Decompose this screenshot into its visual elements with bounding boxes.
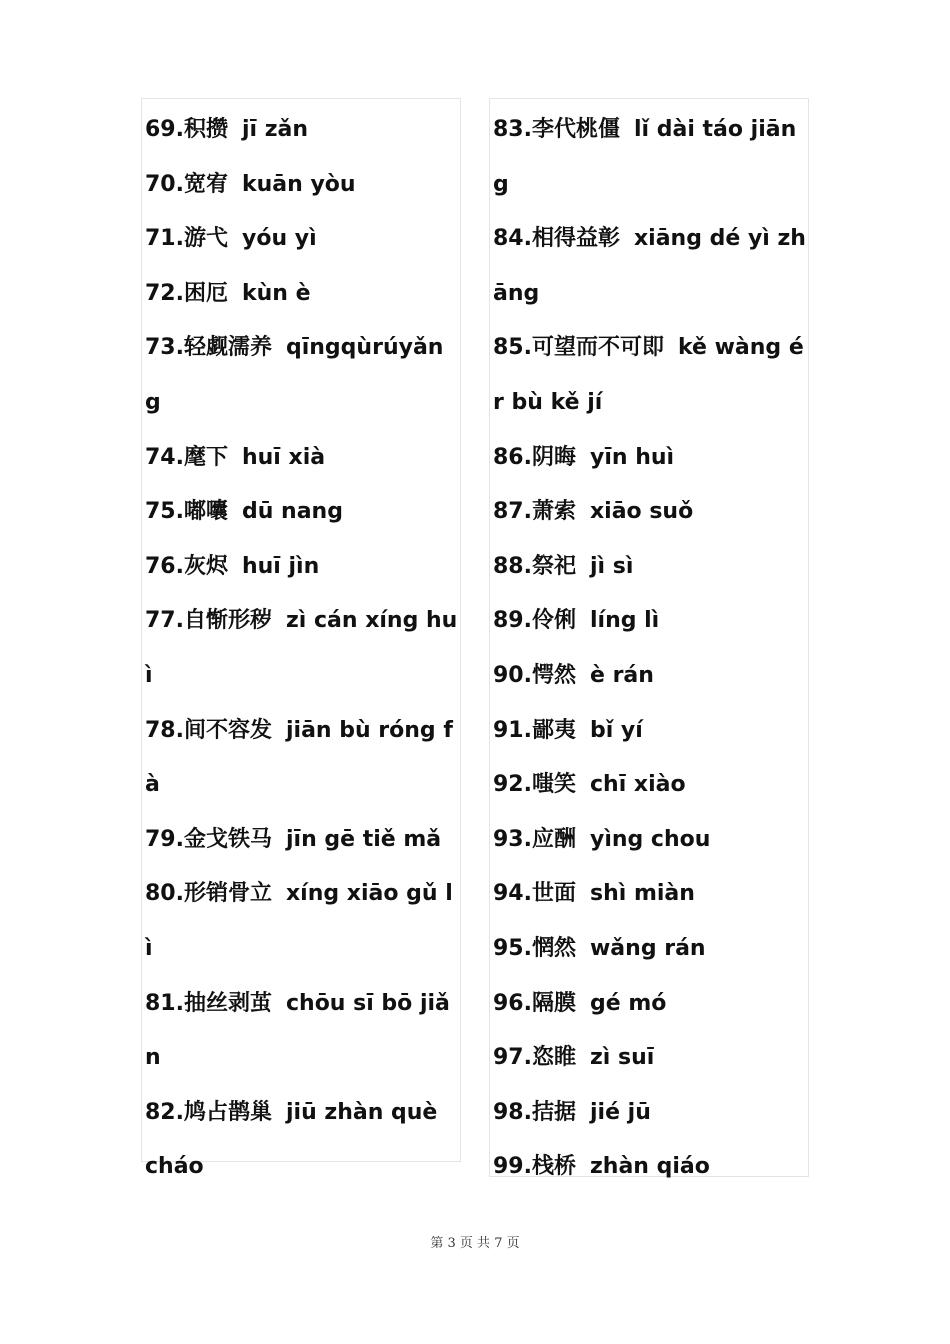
vocab-pinyin: jié jū bbox=[589, 1099, 651, 1125]
vocab-pinyin: jiān bù róng fà bbox=[145, 717, 453, 798]
vocab-word: 94.世面 bbox=[493, 881, 576, 907]
vocab-pinyin: è rán bbox=[589, 662, 654, 688]
vocab-word: 74.麾下 bbox=[145, 444, 228, 470]
vocab-word: 85.可望而不可即 bbox=[493, 335, 664, 361]
vocab-entry-73 bbox=[145, 321, 458, 430]
vocab-pinyin: zhàn qiáo bbox=[589, 1154, 710, 1180]
vocab-entry-96 bbox=[493, 977, 806, 1032]
vocab-word: 92.嗤笑 bbox=[493, 772, 576, 798]
vocab-pinyin: xiāo suǒ bbox=[589, 499, 694, 525]
vocab-word: 71.游弋 bbox=[145, 226, 228, 252]
vocab-entry-82 bbox=[145, 1086, 458, 1195]
vocab-word: 82.鸠占鹊巢 bbox=[145, 1099, 272, 1125]
vocab-entry-70 bbox=[145, 158, 458, 213]
vocab-pinyin: kùn è bbox=[241, 280, 311, 306]
vocab-entry-71 bbox=[145, 212, 458, 267]
vocab-entry-86 bbox=[493, 431, 806, 486]
vocab-word: 73.轻觑濡养 bbox=[145, 335, 272, 361]
vocab-word: 77.自惭形秽 bbox=[145, 608, 272, 634]
vocab-entry-92 bbox=[493, 758, 806, 813]
vocab-word: 89.伶俐 bbox=[493, 608, 576, 634]
vocab-pinyin: xíng xiāo gǔ lì bbox=[145, 881, 453, 961]
vocab-pinyin: shì miàn bbox=[589, 881, 695, 907]
vocab-entry-80 bbox=[145, 867, 458, 976]
page-footer: 第 3 页 共 7 页 bbox=[430, 1236, 520, 1251]
vocab-word: 81.抽丝剥茧 bbox=[145, 990, 272, 1016]
vocab-pinyin: gé mó bbox=[589, 990, 667, 1016]
vocab-entry-91 bbox=[493, 704, 806, 759]
vocab-word: 93.应酬 bbox=[493, 826, 576, 852]
vocab-entry-90 bbox=[493, 649, 806, 704]
vocab-pinyin: dū nang bbox=[241, 499, 343, 525]
vocab-pinyin: kě wàng ér bù kě jí bbox=[493, 335, 804, 415]
vocab-pinyin: bǐ yí bbox=[589, 717, 643, 743]
vocab-word: 90.愕然 bbox=[493, 662, 576, 688]
right-vocab-column bbox=[489, 98, 809, 1180]
vocab-word: 84.相得益彰 bbox=[493, 226, 620, 252]
vocab-pinyin: huī xià bbox=[241, 444, 326, 470]
vocab-entry-78 bbox=[145, 704, 458, 813]
vocab-word: 97.恣睢 bbox=[493, 1045, 576, 1071]
vocab-entry-76 bbox=[145, 540, 458, 595]
vocab-entry-69 bbox=[145, 103, 458, 158]
vocab-word: 88.祭祀 bbox=[493, 553, 576, 579]
vocab-entry-94 bbox=[493, 867, 806, 922]
vocab-word: 80.形销骨立 bbox=[145, 881, 272, 907]
vocab-word: 99.栈桥 bbox=[493, 1154, 576, 1180]
vocab-pinyin: huī jìn bbox=[241, 553, 320, 579]
vocab-entry-87 bbox=[493, 485, 806, 540]
vocab-entry-95 bbox=[493, 922, 806, 977]
vocab-word: 76.灰烬 bbox=[145, 553, 228, 579]
vocab-word: 98.拮据 bbox=[493, 1099, 576, 1125]
vocab-entry-74 bbox=[145, 431, 458, 486]
vocab-entry-98 bbox=[493, 1086, 806, 1141]
vocab-pinyin: chōu sī bō jiǎn bbox=[145, 990, 450, 1071]
vocab-word: 91.鄙夷 bbox=[493, 717, 576, 743]
vocab-word: 95.惘然 bbox=[493, 935, 576, 961]
vocab-pinyin: zì suī bbox=[589, 1045, 655, 1071]
vocab-entry-99 bbox=[493, 1140, 806, 1195]
vocab-pinyin: yóu yì bbox=[241, 226, 317, 252]
vocab-entry-97 bbox=[493, 1031, 806, 1086]
vocab-entry-89 bbox=[493, 594, 806, 649]
vocab-word: 79.金戈铁马 bbox=[145, 826, 272, 852]
vocab-entry-75 bbox=[145, 485, 458, 540]
vocab-pinyin: qīngqùrúyǎng bbox=[145, 335, 444, 415]
vocab-word: 78.间不容发 bbox=[145, 717, 272, 743]
vocab-entry-88 bbox=[493, 540, 806, 595]
vocab-pinyin: jì sì bbox=[589, 553, 634, 579]
vocab-word: 96.隔膜 bbox=[493, 990, 576, 1016]
vocab-pinyin: yīn huì bbox=[589, 444, 675, 470]
vocab-pinyin: líng lì bbox=[589, 608, 660, 634]
vocab-entry-79 bbox=[145, 813, 458, 868]
vocab-word: 75.嘟囔 bbox=[145, 499, 228, 525]
vocab-word: 70.宽宥 bbox=[145, 171, 228, 197]
vocab-entry-72 bbox=[145, 267, 458, 322]
vocab-pinyin: jiū zhàn què cháo bbox=[145, 1099, 438, 1180]
vocab-pinyin: wǎng rán bbox=[589, 935, 706, 961]
vocab-word: 83.李代桃僵 bbox=[493, 117, 620, 142]
vocab-entry-84 bbox=[493, 212, 806, 321]
vocab-pinyin: yìng chou bbox=[589, 826, 711, 852]
vocab-word: 72.困厄 bbox=[145, 280, 228, 306]
vocab-word: 87.萧索 bbox=[493, 499, 576, 525]
vocab-pinyin: jīn gē tiě mǎ bbox=[285, 826, 442, 852]
vocab-pinyin: lǐ dài táo jiāng bbox=[493, 117, 797, 197]
vocab-entry-83 bbox=[493, 103, 806, 212]
vocab-entry-77 bbox=[145, 594, 458, 703]
vocab-word: 69.积攒 bbox=[145, 117, 228, 142]
vocab-pinyin: xiāng dé yì zhāng bbox=[493, 226, 806, 306]
vocab-entry-93 bbox=[493, 813, 806, 868]
vocab-pinyin: kuān yòu bbox=[241, 171, 356, 197]
vocab-entry-85 bbox=[493, 321, 806, 430]
vocab-pinyin: chī xiào bbox=[589, 772, 686, 798]
vocab-entry-81 bbox=[145, 977, 458, 1086]
vocab-pinyin: jī zǎn bbox=[241, 117, 309, 142]
left-vocab-column bbox=[141, 98, 461, 1180]
vocab-pinyin: zì cán xíng huì bbox=[145, 608, 458, 688]
vocab-word: 86.阴晦 bbox=[493, 444, 576, 470]
